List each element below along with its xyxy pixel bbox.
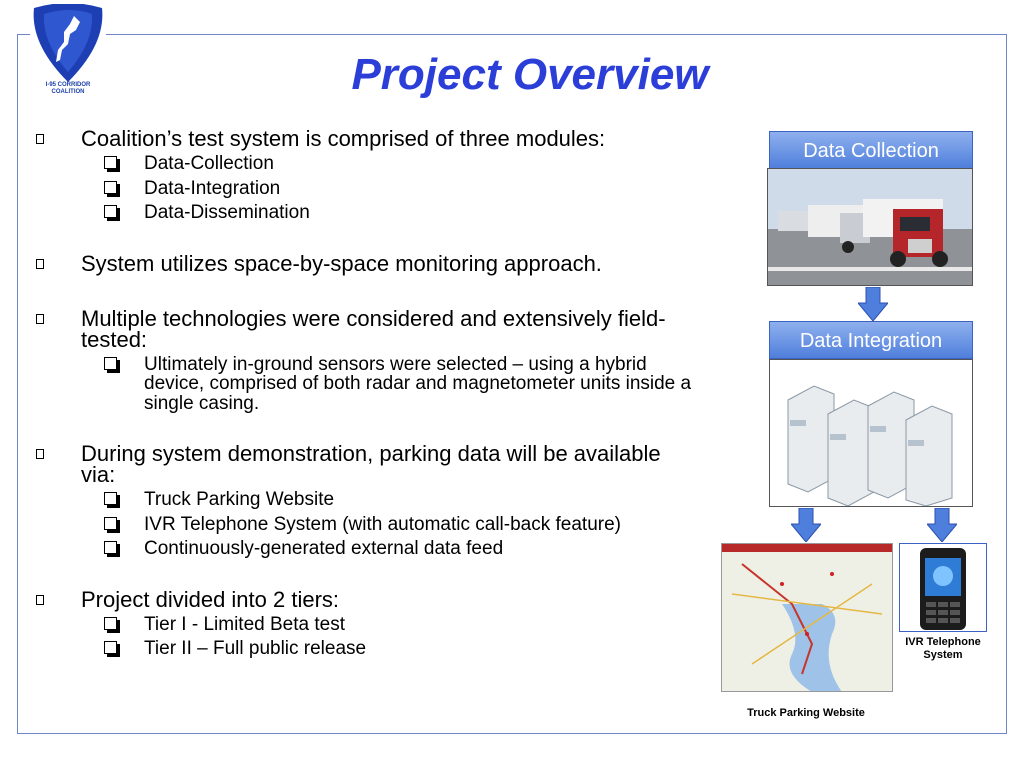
down-arrow-icon: [927, 508, 957, 542]
phone-caption: IVR Telephone System: [905, 636, 981, 661]
down-arrow-icon: [791, 508, 821, 542]
checkbox-bullet-icon: [104, 156, 117, 169]
checkbox-bullet-icon: [104, 517, 117, 530]
bullet-marker: [36, 134, 44, 144]
sub-bullet-text: Tier II – Full public release: [144, 638, 367, 659]
bullet-item: [36, 128, 696, 149]
sub-bullet-text: IVR Telephone System (with automatic call-back feature): [144, 513, 621, 535]
coalition-logo: [30, 4, 106, 100]
sub-bullet-item: [36, 515, 696, 535]
bullet-marker: [36, 314, 44, 324]
sub-bullet-item: [36, 615, 696, 635]
checkbox-bullet-icon: [104, 641, 117, 654]
sub-bullet-item: [36, 639, 696, 659]
bullet-item: [36, 305, 696, 352]
sub-bullet-item: [36, 154, 696, 174]
map-image: [722, 544, 893, 692]
checkbox-bullet-icon: [104, 492, 117, 505]
bullet-item: [36, 250, 696, 276]
shield-icon: [30, 4, 106, 84]
servers-image: [769, 359, 973, 507]
data-integration-label: Data Integration: [769, 321, 973, 359]
sub-bullet-text: Data-Integration: [144, 177, 281, 199]
bullet-item: [36, 586, 696, 612]
trucks-photo: [767, 168, 973, 286]
bullet-list: [36, 128, 696, 659]
sub-bullet-text: Data-Collection: [144, 153, 274, 174]
sub-bullet-text: Truck Parking Website: [144, 489, 335, 510]
servers-icon: [770, 360, 973, 507]
sub-bullet-text: Ultimately in-ground sensors were selected – using a hybrid device, comprised of both radar and magnetometer units inside a single casing.: [144, 353, 692, 414]
phone-image: [899, 543, 987, 632]
sub-bullet-item: [36, 490, 696, 510]
checkbox-bullet-icon: [104, 617, 117, 630]
down-arrow-icon: [858, 287, 888, 321]
sub-bullet-item: [36, 355, 696, 414]
bullet-marker: [36, 449, 44, 459]
sub-bullet-text: Tier I - Limited Beta test: [144, 613, 345, 635]
checkbox-bullet-icon: [104, 181, 117, 194]
website-caption: Truck Parking Website: [747, 707, 865, 719]
phone-icon: [900, 544, 987, 632]
bullet-text: System utilizes space-by-space monitoring approach.: [81, 250, 602, 276]
checkbox-bullet-icon: [104, 357, 117, 370]
bullet-text: Multiple technologies were considered and extensively field-tested:: [81, 305, 666, 352]
sub-bullet-text: Data-Dissemination: [144, 202, 310, 223]
sub-bullet-item: [36, 203, 696, 223]
data-collection-label: Data Collection: [769, 131, 973, 169]
logo-text: I-95 CORRIDOR COALITION: [45, 82, 91, 95]
bullet-text: Project divided into 2 tiers:: [81, 586, 340, 612]
checkbox-bullet-icon: [104, 205, 117, 218]
sub-bullet-item: [36, 179, 696, 199]
bullet-marker: [36, 259, 44, 269]
website-thumbnail: [721, 543, 893, 692]
checkbox-bullet-icon: [104, 541, 117, 554]
bullet-text: During system demonstration, parking data will be available via:: [81, 441, 661, 487]
bullet-text: Coalition’s test system is comprised of three modules:: [81, 126, 606, 151]
page-title: Project Overview: [351, 50, 709, 99]
bullet-marker: [36, 595, 44, 605]
trucks-image: [768, 169, 973, 286]
sub-bullet-text: Continuously-generated external data feed: [144, 538, 504, 559]
sub-bullet-item: [36, 539, 696, 559]
bullet-item: [36, 443, 696, 485]
